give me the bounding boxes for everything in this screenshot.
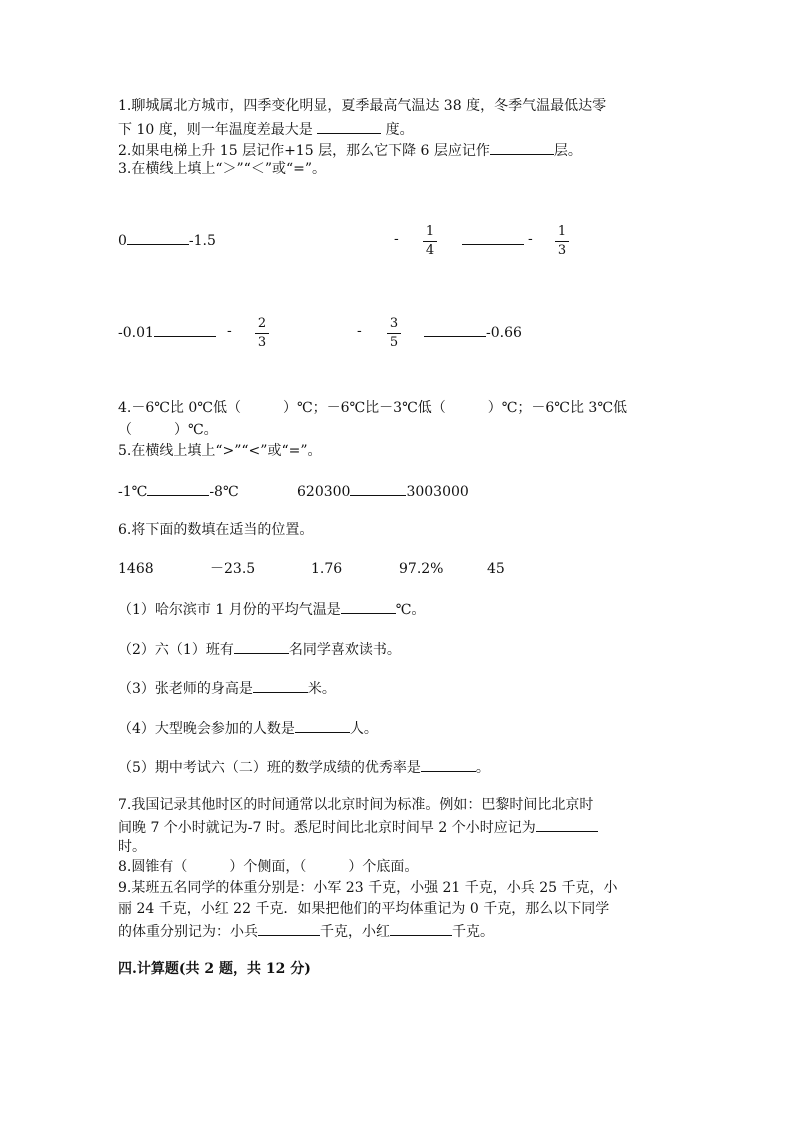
- q7-line2: [118, 817, 598, 837]
- q7-line3: 时。: [118, 839, 146, 855]
- q1-line2-text: 下 10 度，则一年温度差最大是: [118, 122, 318, 138]
- q6-item-3-blank[interactable]: [253, 678, 308, 693]
- section-4-heading: 四.计算题(共 2 题，共 12 分): [118, 961, 311, 977]
- q7-line1: 7.我国记录其他时区的时间通常以北京时间为标准。例如：巴黎时间比北京时: [118, 797, 594, 813]
- q9-line3: [118, 921, 494, 941]
- fraction-1-3-numerator: 1: [555, 224, 569, 242]
- q3-r2-right-blank[interactable]: [424, 322, 486, 337]
- q3-r1-left-right-value: -1.5: [188, 233, 216, 249]
- q5-a-blank[interactable]: [147, 481, 209, 496]
- q6-item-1-end: ℃。: [395, 602, 426, 618]
- q6-number-5: 45: [487, 561, 505, 577]
- q6-item-4: [118, 718, 378, 738]
- q6-item-2: [118, 639, 401, 659]
- q3-r2-right-value: -0.66: [486, 325, 522, 341]
- q5-item-b: [297, 481, 469, 501]
- q3-r2-minus2: -: [357, 323, 362, 339]
- q4-line2: （ ）℃。: [118, 422, 218, 438]
- q5-b-right: 3003000: [406, 484, 469, 500]
- fraction-2-3-denominator: 3: [257, 335, 267, 350]
- q3-r1-minus2: -: [528, 231, 533, 247]
- q2-end: 层。: [553, 143, 582, 159]
- q3-row2-right: [424, 322, 522, 342]
- q3-text: 3.在横线上填上“＞”“＜”或“=”。: [118, 161, 327, 177]
- q5-a-left: -1℃: [118, 484, 148, 500]
- q6-item-5-end: 。: [475, 760, 490, 776]
- q1-answer-blank[interactable]: [317, 119, 381, 134]
- q2-answer-blank[interactable]: [490, 140, 554, 155]
- q6-item-1-text: （1）哈尔滨市 1 月份的平均气温是: [118, 602, 341, 618]
- q7-answer-blank[interactable]: [536, 817, 598, 832]
- fraction-1-3: [555, 224, 569, 259]
- q3-r2-minus1: -: [227, 323, 232, 339]
- fraction-1-3-denominator: 3: [557, 243, 567, 258]
- q8-text: 8.圆锥有（ ）个侧面，（ ）个底面。: [118, 859, 419, 875]
- fraction-3-5-denominator: 5: [389, 335, 399, 350]
- q6-item-3: [118, 678, 336, 698]
- q6-item-2-blank[interactable]: [234, 639, 289, 654]
- q5-b-blank[interactable]: [350, 481, 406, 496]
- q6-item-1-blank[interactable]: [341, 599, 396, 614]
- q7-line2-text: 间晚 7 个小时就记为-7 时。悉尼时间比北京时间早 2 个小时应记为: [118, 820, 536, 836]
- q3-r1-left-blank[interactable]: [127, 230, 189, 245]
- q6-number-4: 97.2%: [399, 561, 444, 577]
- q6-item-1: [118, 599, 425, 619]
- q6-number-1: 1468: [118, 561, 154, 577]
- q3-r2-left-blank[interactable]: [154, 322, 216, 337]
- q6-item-5: [118, 757, 490, 777]
- q3-row1-left: [118, 230, 216, 250]
- fraction-3-5-numerator: 3: [387, 316, 401, 334]
- q1-line1: 1.聊城属北方城市，四季变化明显，夏季最高气温达 38 度，冬季气温最低达零: [118, 98, 607, 114]
- q6-item-5-text: （5）期中考试六（二）班的数学成绩的优秀率是: [118, 760, 421, 776]
- q3-r1-minus1: -: [394, 231, 399, 247]
- q9-line3-text-a: 的体重分别记为：小兵: [118, 924, 258, 940]
- q2-text: 2.如果电梯上升 15 层记作+15 层，那么它下降 6 层应记作: [118, 143, 490, 159]
- q9-xiaohong-blank[interactable]: [390, 921, 452, 936]
- q5-text: 5.在横线上填上“>”“<”或“=”。: [118, 443, 322, 459]
- fraction-1-4-numerator: 1: [423, 224, 437, 242]
- fraction-2-3-numerator: 2: [255, 316, 269, 334]
- q6-item-4-blank[interactable]: [295, 718, 350, 733]
- q4-line1: 4.－6℃比 0℃低（ ）℃；－6℃比－3℃低（ ）℃；－6℃比 3℃低: [118, 400, 627, 416]
- q6-number-3: 1.76: [311, 561, 343, 577]
- q5-b-left: 620300: [297, 484, 351, 500]
- q6-item-4-end: 人。: [349, 721, 378, 737]
- q6-item-2-text: （2）六（1）班有: [118, 642, 234, 658]
- q2-line: [118, 140, 582, 160]
- fraction-3-5: [387, 316, 401, 351]
- q3-r1-right: [462, 230, 524, 250]
- q6-text: 6.将下面的数填在适当的位置。: [118, 522, 314, 538]
- q5-item-a: [118, 481, 239, 501]
- q1-line2-end: 度。: [381, 122, 414, 138]
- q6-item-2-end: 名同学喜欢读书。: [288, 642, 401, 658]
- q6-item-3-end: 米。: [307, 681, 336, 697]
- q1-line2: [118, 119, 414, 139]
- q9-xiaobing-blank[interactable]: [258, 921, 320, 936]
- q6-number-2: －23.5: [210, 561, 256, 577]
- q9-line2: 丽 24 千克，小红 22 千克．如果把他们的平均体重记为 0 千克，那么以下同学: [118, 901, 610, 917]
- q3-row2-left: [118, 322, 216, 342]
- fraction-2-3: [255, 316, 269, 351]
- q3-r1-right-blank[interactable]: [462, 230, 524, 245]
- q9-line3-text-c: 千克。: [452, 924, 494, 940]
- q9-line3-text-b: 千克，小红: [320, 924, 390, 940]
- q3-r2-left-value: -0.01: [118, 325, 154, 341]
- q5-a-right: -8℃: [209, 484, 239, 500]
- fraction-1-4-denominator: 4: [425, 243, 435, 258]
- fraction-1-4: [423, 224, 437, 259]
- q6-item-5-blank[interactable]: [421, 757, 476, 772]
- q9-line1: 9.某班五名同学的体重分别是：小军 23 千克，小强 21 千克，小兵 25 千克，小: [118, 880, 618, 896]
- q6-item-4-text: （4）大型晚会参加的人数是: [118, 721, 295, 737]
- q3-r1-left-value: 0: [118, 233, 127, 249]
- q6-item-3-text: （3）张老师的身高是: [118, 681, 253, 697]
